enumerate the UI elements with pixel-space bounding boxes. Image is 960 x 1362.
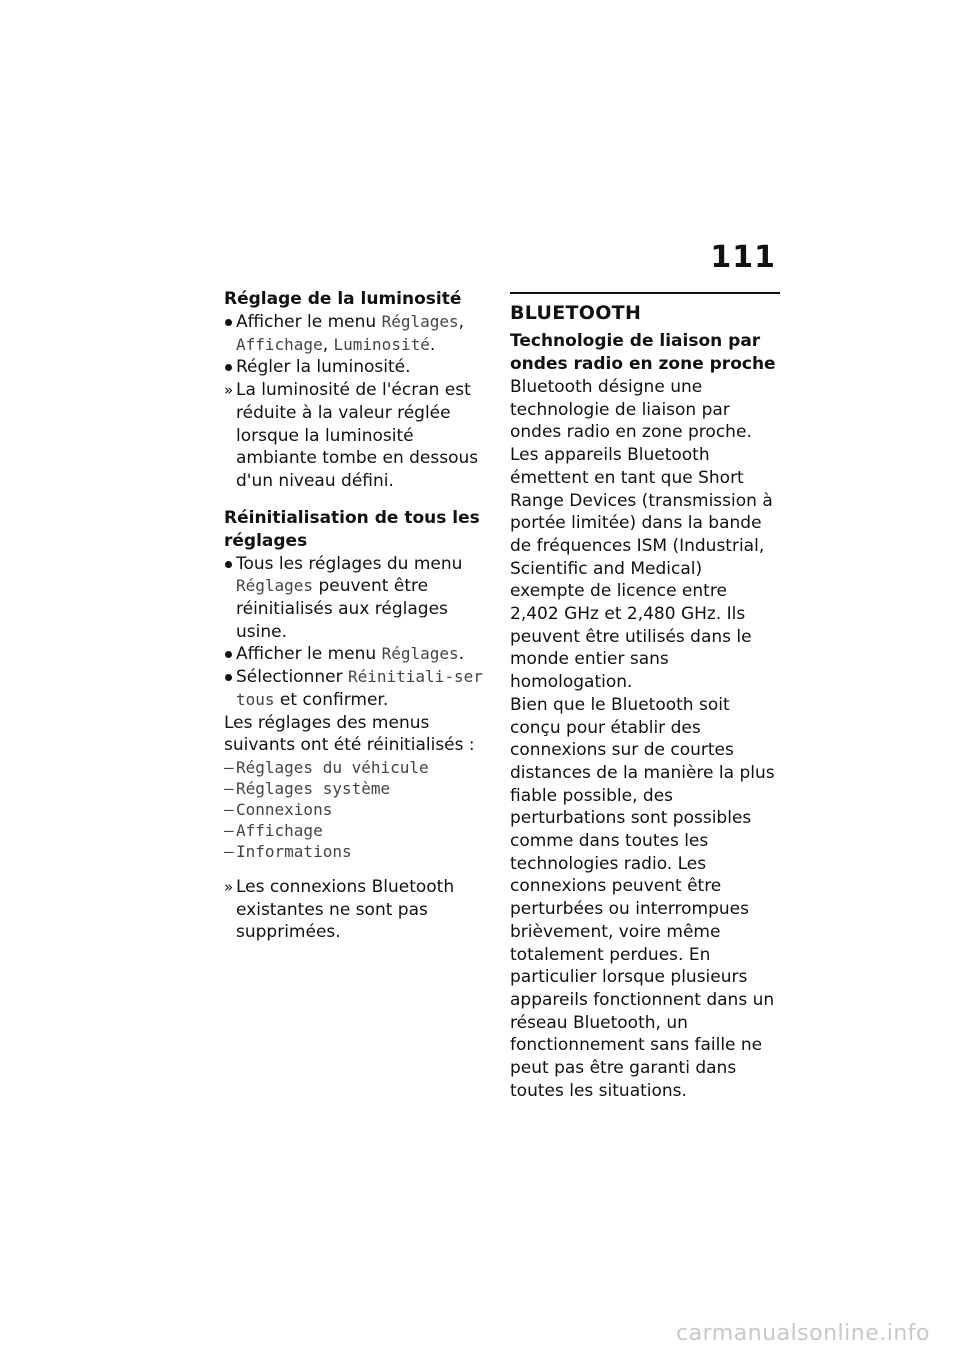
paragraph-bluetooth-disruptions: Bien que le Bluetooth soit conçu pour établir des connexions sur de courtes distances de la manière la plus fiable possible, des perturbations sont possibles comme dans toutes les technologies radio. Les connexions peuvent être perturbées ou interrompues brièvement, voire même totalement perdues. En particulier lorsque plusieurs appareils fonctionnent dans un réseau Bluetooth, un fonctionnement sans faille ne peut pas être garanti dans toutes les situations. xyxy=(510,694,775,1101)
paragraph-bluetooth-intro: Bluetooth désigne une technologie de liaison par ondes radio en zone proche. Les appareils Bluetooth émettent en tant que Short Range Devices (transmission à portée limitée) dans la bande de fréquences ISM (Industrial, Scientific and Medical) exempte de licence entre 2,402 GHz et 2,480 GHz. Ils peuvent être utilisés dans le monde entier sans homologation. xyxy=(510,377,773,693)
step-open-menu xyxy=(224,311,489,356)
watermark: carmanualsonline.info xyxy=(676,1321,930,1346)
heading-brightness: Réglage de la luminosité xyxy=(224,289,462,309)
step-text: Afficher le menu xyxy=(236,312,382,332)
step-text: peuvent être réinitialisés aux réglages usine. xyxy=(236,576,448,642)
punctuation: . xyxy=(458,644,465,665)
list-item: – Affichage xyxy=(224,820,489,841)
punctuation: . xyxy=(429,334,436,355)
heading-reset: Réinitialisation de tous les réglages xyxy=(224,507,480,551)
result-bluetooth-kept: » Les connexions Bluetooth existantes ne sont pas supprimées. xyxy=(224,876,489,944)
section-title-bluetooth: BLUETOOTH xyxy=(510,302,642,324)
result-brightness: » La luminosité de l'écran est réduite à la valeur réglée lorsque la luminosité ambiante tombe en dessous d'un niveau défini. xyxy=(224,379,489,493)
reset-list-intro: Les réglages des menus suivants ont été réinitialisés : xyxy=(224,712,475,756)
list-item: – Réglages système xyxy=(224,778,489,799)
step-reset-info xyxy=(224,553,489,644)
separator: , xyxy=(322,334,334,355)
step-text: Tous les réglages du menu xyxy=(236,553,463,574)
page-number: 111 xyxy=(710,240,776,275)
list-item: – Réglages du véhicule xyxy=(224,757,489,778)
list-item: – Informations xyxy=(224,841,489,862)
menu-path-reset-all: Réinitiali-ser tous xyxy=(236,667,483,709)
step-text: et confirmer. xyxy=(274,689,389,710)
right-column xyxy=(510,288,780,1103)
menu-path-display: Affichage xyxy=(236,334,323,354)
menu-path-brightness: Luminosité xyxy=(333,334,430,354)
menu-path-settings: Réglages xyxy=(236,576,314,596)
section-divider xyxy=(510,292,780,294)
list-item: – Connexions xyxy=(224,799,489,820)
step-open-settings xyxy=(224,643,489,666)
step-text: Sélectionner xyxy=(236,667,348,688)
left-column xyxy=(224,288,489,944)
step-select-reset xyxy=(224,666,489,711)
menu-path-settings: Réglages xyxy=(381,312,459,331)
heading-bluetooth-tech: Technologie de liaison par ondes radio en zone proche xyxy=(510,331,776,374)
menu-path-settings: Réglages xyxy=(381,644,459,664)
separator: , xyxy=(458,312,465,332)
step-adjust: Régler la luminosité. xyxy=(224,356,489,379)
step-text: Afficher le menu xyxy=(236,644,382,665)
